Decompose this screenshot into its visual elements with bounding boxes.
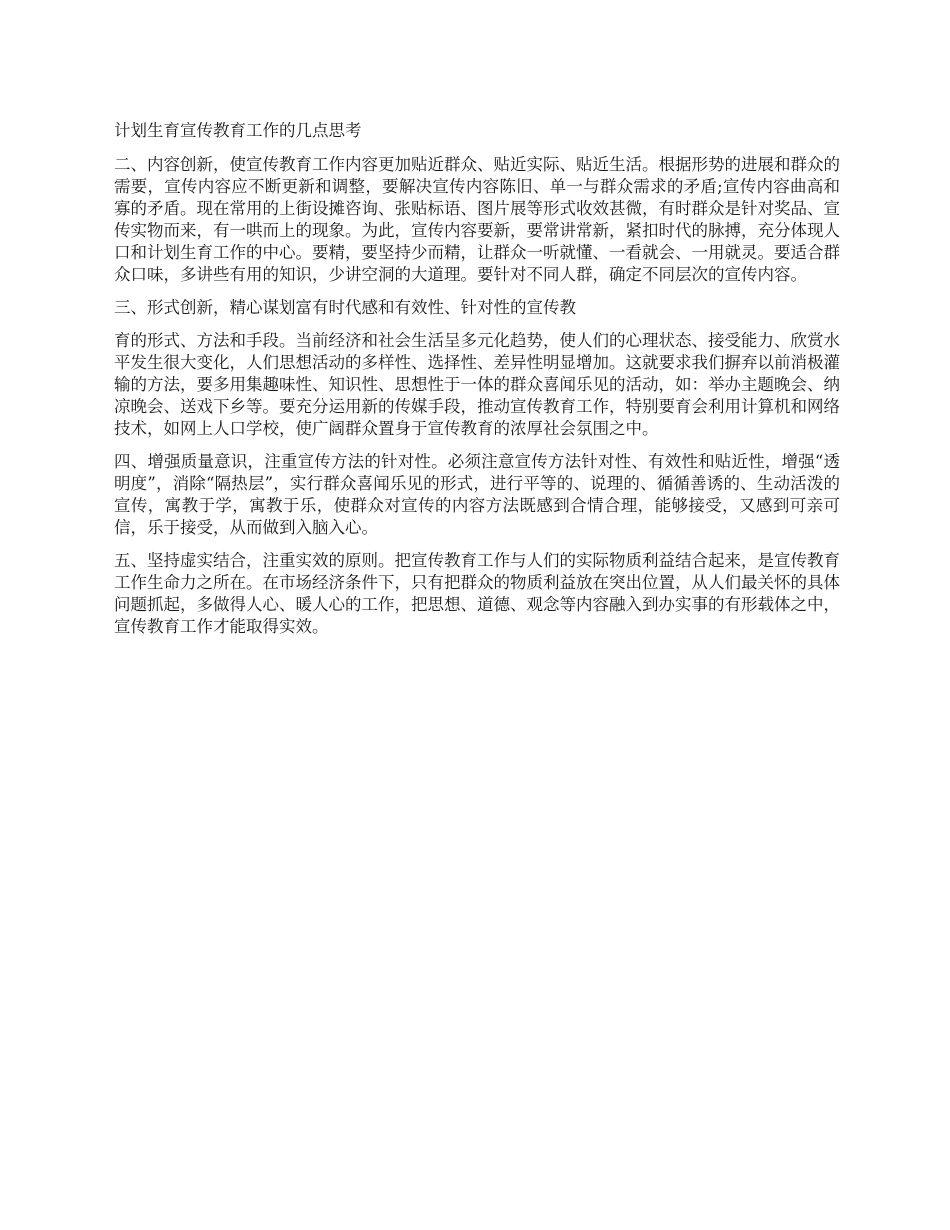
paragraph-practical-results: 五、坚持虚实结合，注重实效的原则。把宣传教育工作与人们的实际物质利益结合起来，是宣传教育工作生命力之所在。在市场经济条件下，只有把群众的物质利益放在突出位置，从人们最关怀的具体问题抓起，多做得人心、暖人心的工作，把思想、道德、观念等内容融入到办实事的有形载体之中，宣传教育工作才能取得实效。: [114, 551, 840, 636]
paragraph-content-innovation: 二、内容创新，使宣传教育工作内容更加贴近群众、贴近实际、贴近生活。根据形势的进展和群众的需要，宣传内容应不断更新和调整，要解决宣传内容陈旧、单一与群众需求的矛盾;宣传内容曲高和寡的矛盾。现在常用的上街设摊咨询、张贴标语、图片展等形式收效甚微，有时群众是针对奖品、宣传实物而来，有一哄而上的现象。为此，宣传内容要新，要常讲常新，紧扣时代的脉搏，充分体现人口和计划生育工作的中心。要精，要坚持少而精，让群众一听就懂、一看就会、一用就灵。要适合群众口味，多讲些有用的知识，少讲空洞的大道理。要针对不同人群，确定不同层次的宣传内容。: [114, 155, 840, 284]
paragraph-form-innovation-body: 育的形式、方法和手段。当前经济和社会生活呈多元化趋势，使人们的心理状态、接受能力、欣赏水平发生很大变化，人们思想活动的多样性、选择性、差异性明显增加。这就要求我们摒弃以前消极灌输的方法，要多用集趣味性、知识性、思想性于一体的群众喜闻乐见的活动，如：举办主题晚会、纳凉晚会、送戏下乡等。要充分运用新的传媒手段，推动宣传教育工作，特别要育会利用计算机和网络技术，如网上人口学校，使广阔群众置身于宣传教育的浓厚社会氛围之中。: [114, 331, 840, 438]
document-title: 计划生育宣传教育工作的几点思考: [114, 121, 362, 140]
paragraph-form-innovation-heading: 三、形式创新，精心谋划富有时代感和有效性、针对性的宣传教: [114, 298, 576, 317]
paragraph-quality-awareness: 四、增强质量意识，注重宣传方法的针对性。必须注意宣传方法针对性、有效性和贴近性，增强“透明度”，消除“隔热层”，实行群众喜闻乐见的形式，进行平等的、说理的、循循善诱的、生动活泼的宣传，寓教于学，寓教于乐，使群众对宣传的内容方法既感到合情合理，能够接受，又感到可亲可信，乐于接受，从而做到入脑入心。: [114, 452, 840, 537]
document-page: [114, 120, 840, 649]
